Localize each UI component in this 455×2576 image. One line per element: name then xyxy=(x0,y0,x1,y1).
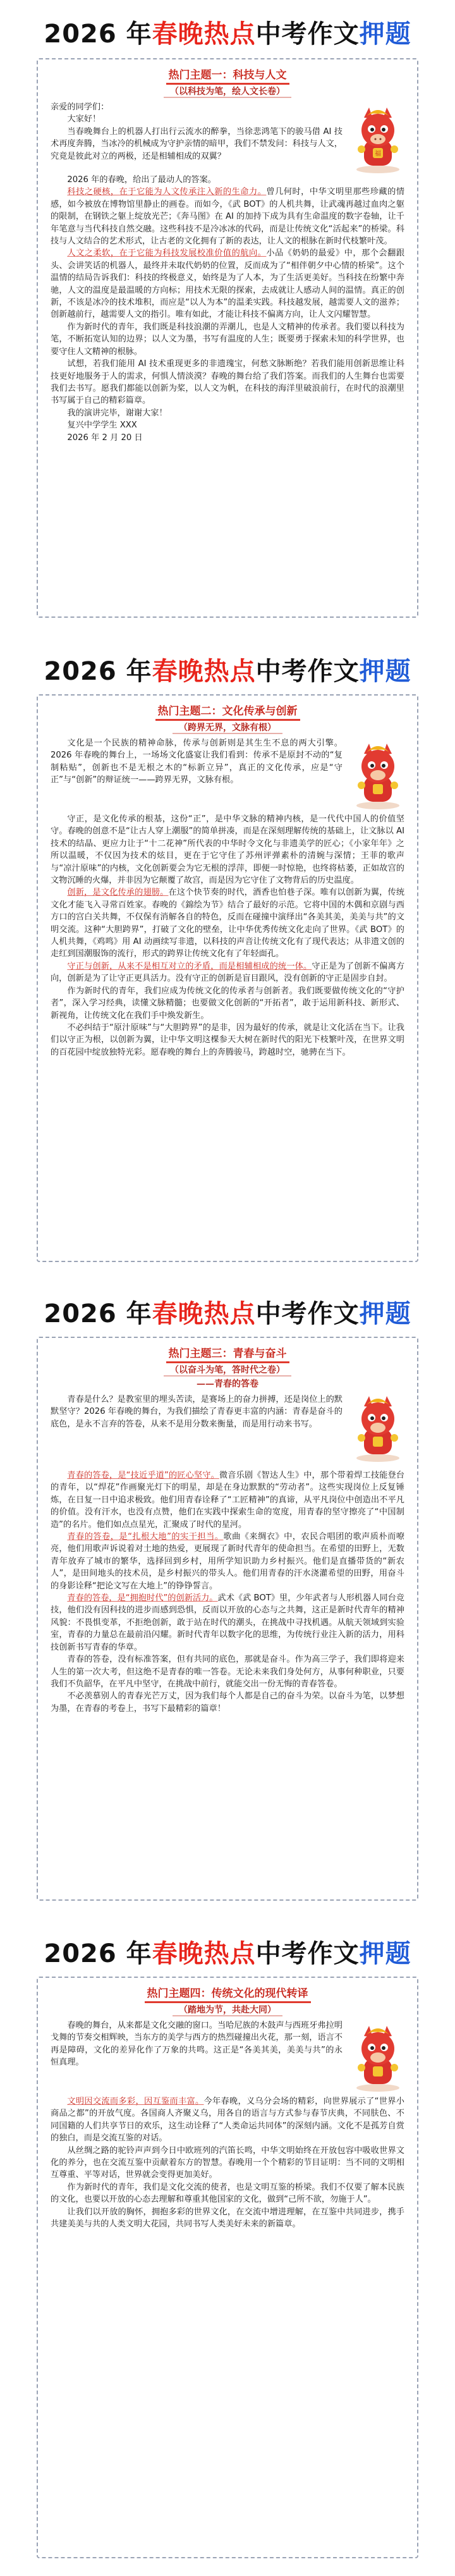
paragraph: 守正与创新，从来不是相互对立的矛盾，而是相辅相成的统一体。守正是为了创新不偏离方向，创新是为了让守正更具活力。没有守正的创新是盲目跟风，没有创新的守正是固步自封。 xyxy=(51,961,405,984)
date: 2026 年 2 月 20 日 xyxy=(67,432,143,443)
topic-heading: 热门主题三：青春与奋斗 xyxy=(51,1344,404,1363)
paragraph: 青春的答卷，是“拥抱时代”的创新活力。武术《武 BOT》里，少年武者与人形机器人同台竞技，他们没有因科技的进步而感到恐惧，反而以开放的心态与之共舞，这正是新时代青年的精神风貌：不畏惧变革，不拒绝创新，敢于站在时代的潮头，在挑战中寻找机遇。从航天领域到实验室，青春的力量总在最前沿闪耀。新时代青年以数字化的思维，为传统行业注入新的活力，用科技创新书写青春的华章。 xyxy=(51,1593,404,1652)
paragraph: 作为新时代的青年，我们应成为传统文化的传承者与创新者。我们既要做传统文化的“守护者”，深入学习经典，读懂文脉精髓；也要做文化创新的“开拓者”，敢于运用新科技、新形式、新视角，让传统文化在我们手中焕发新生。 xyxy=(51,986,404,1021)
paragraph: 青春的答卷，是“技近乎道”的匠心坚守。微音乐剧《智达人生》中，那个带着焊工技能登台的青年，以“焊花”作画聚光灯下的明星，却是在身边默默的“劳动者”。这些实现岗位上反复锤炼，在日复一日中追求极致。他们用青春诠释了“工匠精神”的真谛，从平凡岗位中创造出不平凡的价值。没有汗水，也没有点赞，他们在实践中探索生命的宽度，用青春的坚守擦亮了“中国制造”的名片。他们如点点星光，汇聚成了时代的星河。 xyxy=(51,1471,404,1530)
greeting: 亲爱的同学们： xyxy=(51,102,109,112)
highlight-sentence: 青春的答卷，是“技近乎道”的匠心坚守。 xyxy=(67,1471,219,1480)
paragraph: 守正，是文化传承的根基，这份“正”，是中华文脉的精神内核，是一代代中国人的价值坚守。春晚的创意不是“让古人穿上潮服”的简单拼凑，而是在深刻理解传统的基础上，让文脉以 AI 技术的结晶、更应力让于“十二花神”所代表的中华时令文化与非遗美学的匠心；《小家年年》之所以温暖，不仅因为技术的炫目，更在于它守住了苏州评弹素朴的清婉与深情；王菲的歌声与“凉汁原味”的内核，文化创新要会为它无根的浮萍，即便一时惊艳，也终将枯萎，正如故宫的文物沉睡的火爆，并非因为它颠覆了故宫，而是因为它守住了文物背后的历史温度。 xyxy=(51,814,404,886)
section-title: 2026 年春晚热点中考作文押题 xyxy=(44,657,411,686)
highlight-sentence: 文明因交流而多彩，因互鉴而丰富。 xyxy=(67,2097,204,2106)
section-2 xyxy=(0,639,455,1281)
topic-heading: 热门主题四：传统文化的现代转译 xyxy=(51,1984,404,2003)
highlight-sentence: 人文之柔软，在于它能为科技发展校准价值的航向。 xyxy=(67,248,267,259)
paragraph: 我的演讲完毕，谢谢大家！ xyxy=(67,408,167,418)
paragraph: 青春的答卷，没有标准答案，但有共同的底色，那就是奋斗。作为高三学子，我们即将迎来人生的第一次大考，但这绝不是青春的唯一答卷。无论未来我们身处何方，从事何种职业，只要我们不负韶华，在平凡中坚守，在挑战中前行，就能交出一份无悔的青春答卷。 xyxy=(51,1655,404,1689)
section-title: 2026 年春晚热点中考作文押题 xyxy=(44,1299,411,1328)
topic-card xyxy=(37,694,418,1262)
paragraph: 不必羡慕别人的青春光芒万丈，因为我们每个人都是自己的奋斗为荣。以奋斗为笔，以梦想为墨，在青春的考卷上，书写下最精彩的篇章！ xyxy=(51,1691,404,1714)
highlight-sentence: 青春的答卷，是“扎根大地”的实干担当。 xyxy=(67,1532,224,1542)
highlight-sentence: 青春的答卷，是“拥抱时代”的创新活力。 xyxy=(67,1593,218,1604)
highlight-sentence: 创新，是文化传承的翅膀。 xyxy=(67,888,169,898)
essay-body xyxy=(51,2020,343,2069)
title-exam: 中考作文 xyxy=(255,20,360,49)
title-predict: 押题 xyxy=(359,20,411,49)
essay-body xyxy=(51,101,343,163)
paragraph: 文明因交流而多彩，因互鉴而丰富。今年春晚，义乌分会场的精彩，向世界展示了“世界小商品之都”的开放气度。各国商人齐聚义乌，用各自的语言与方式参与春节庆典，不同肤色、不同国籍的人们共享节日的欢乐，这生动诠释了“人类命运共同体”的深刻内涵。文化不是孤芳自赏的独白，而是交流互鉴的对话。 xyxy=(51,2097,404,2144)
topic-subtitle: ——青春的答卷 xyxy=(197,1379,258,1389)
topic-tagline: （踏地为节，共赴大同） xyxy=(38,2003,417,2016)
topic-tagline: （以科技为笔，绘人文长卷） xyxy=(38,85,417,97)
paragraph: 从丝绸之路的驼铃声声到今日中欧班列的汽笛长鸣，中华文明始终在开放包容中吸收世界文化的养分，也在交流互鉴中贡献着东方的智慧。春晚用一个个精彩的节目证明：当不同的文明相互尊重、平等对话，世界就会变得更加美好。 xyxy=(51,2145,404,2180)
highlight-sentence: 守正与创新，从来不是相互对立的矛盾，而是相辅相成的统一体。 xyxy=(67,961,312,971)
svg-text:福: 福 xyxy=(375,150,381,157)
highlight-sentence: 科技之硬核，在于它能为人文传承注入新的生命力。 xyxy=(67,187,267,197)
essay-body-cont xyxy=(51,1469,404,1715)
topic-card xyxy=(37,1337,418,1901)
paragraph: 创新，是文化传承的翅膀。在这个快节奏的时代，酒香也怕巷子深。唯有以创新为翼，传统文化才能飞入寻常百姓家。春晚的《錦绘为节》结合了最好的示范。它将中国的木偶和京剧与西方口的宫白关共舞，不仅保有消解各自的特色，反而在碰撞中演绎出“各美其美，美美与共”的文明交流。这种“大胆跨界”，打破了文化的壁垒，让中华优秀传统文化走向了世界。《武 BOT》的人机共舞，《鸡鸣》用 AI 动画续写非遗，以科技的声音让传统文化有了现代表达；从非遗文创的走红到国潮服饰的流行，形式的跨界让传统文化有了年轻面孔。 xyxy=(51,888,405,959)
signature: 复兴中学学生 XXX xyxy=(67,420,137,431)
essay-body-cont xyxy=(51,2095,404,2230)
section-4 xyxy=(0,1921,455,2576)
section-title: 2026 年春晚热点中考作文押题 xyxy=(44,1939,411,1968)
horse-mascot-icon xyxy=(348,1392,408,1463)
topic-heading: 热门主题一：科技与人文 xyxy=(51,66,404,85)
section-1 xyxy=(0,0,455,639)
topic-tagline: （以奋斗为笔，答时代之卷） xyxy=(38,1363,417,1376)
topic-card xyxy=(37,1977,418,2558)
paragraph: 大家好！ xyxy=(67,114,101,125)
paragraph: 试想，若我们能用 AI 技术重现更多的非遗瑰宝，何愁文脉断绝？若我们能用创新思维让科技更好地服务于人的需求，何惧人情淡漠？春晚的舞台给了我们答案。而我们的人生舞台也需要我们去书写。愿我们都能以创新为桨，以人文为帆，在科技的海洋里破浪前行，在时代的浪潮里书写属于自己的精彩篇章。 xyxy=(51,359,404,406)
horse-mascot-icon xyxy=(348,740,408,811)
paragraph: 不必纠结于“原汁原味”与“大胆跨界”的是非，因为最好的传承，就是让文化活在当下。让我们以守正为根，以创新为翼，让中华文明这棵参天大树在新时代的阳光下枝繁叶茂，在世界文明的百花园中绽放独特光彩。愿春晚的舞台上的奔腾骏马，跨越时空，驰骋在当下。 xyxy=(51,1022,404,1057)
section-title xyxy=(0,14,455,50)
section-3 xyxy=(0,1281,455,1921)
horse-mascot-icon xyxy=(348,104,408,175)
paragraph: 春晚的舞台，从来都是文化交融的窗口。当哈尼族的木鼓声与西班牙弗拉明戈舞的节奏交相辉映，当东方的美学与西方的热烈碰撞出火花，那一刻，语言不再是障碍，文化的差异化作了万象的共鸣。这正是“各美其美，美美与共”的永恒真理。 xyxy=(51,2021,343,2068)
essay-body-cont xyxy=(51,813,404,1058)
topic-tagline: （跨界无界，文脉有根） xyxy=(38,721,417,733)
essay-body xyxy=(51,1394,343,1430)
essay-body-cont xyxy=(51,174,404,444)
essay-body xyxy=(51,737,343,787)
paragraph: 文化是一个民族的精神命脉，传承与创新则是其生生不息的两大引擎。2026 年春晚的舞台上，一场场文化盛宴让我们看到：传承不是原封不动的“复制粘贴”，创新也不是无根之木的“标新立异”，真正的文化传承，应是“守正”与“创新”的辩证统一——跨界无界，文脉有根。 xyxy=(51,739,343,785)
topic-heading: 热门主题二：文化传承与创新 xyxy=(51,702,404,721)
paragraph: 人文之柔软，在于它能为科技发展校准价值的航向。小品《奶奶的最爱》中，那个会翻跟头、会讲笑话的机器人，最终并未取代奶奶的位置，反而成为了“相伴朝夕中心情的桥梁”。这个温情的结局告诉我们：科技的终极意义，始终是为了人本，为了生活更美好。当科技在纷繁中奔驰，人文的温度是最温暖的方向标；用技术无限的探索，去成就让人感动人间的温情。真正的创新，不该是冰冷的技术堆积，而应是“以人为本”的温柔实践。科技越发展，越需要人文的滋养；创新越前行，越需要人文的指引。唯有如此，才能让科技不偏离方向，让人文闪耀智慧。 xyxy=(51,248,405,320)
title-year: 2026 年 xyxy=(44,20,152,49)
paragraph: 作为新时代的青年，我们既是科技浪潮的弄潮儿，也是人文精神的传承者。我们要以科技为笔，不断拓宽认知的边界；以人文为墨，书写有温度的人生；既要勇于探索未知的科学世界，也要守住人文精神的根脉。 xyxy=(51,322,404,357)
paragraph: 青春的答卷，是“扎根大地”的实干担当。歌曲《来绸衣》中，农民合唱团的歌声质朴而嘹亮，他们用歌声诉说着对土地的热爱，更展现了新时代青年的使命担当。在希望的田野上，无数青年放弃了城市的繁华，选择回到乡村，用所学知识助力乡村振兴。他们是直播带货的“新农人”，是田间地头的技术员，是乡村振兴的带头人。他们用青春的汗水浇灌希望的田野，用奋斗的身影诠释“把论文写在大地上”的铮铮誓言。 xyxy=(51,1532,404,1591)
topic-card xyxy=(37,58,418,618)
horse-mascot-icon xyxy=(348,2022,408,2093)
paragraph: 当春晚舞台上的机器人打出行云流水的醉拳，当徐悲鸿笔下的骏马借 AI 技术再度奔腾，当冰冷的机械成为守护亲情的暗甲，我们不禁发问：科技与人文，究竟是彼此对立的两极，还是相辅相成的双翼？ xyxy=(51,126,343,161)
paragraph: 让我们以开放的胸怀，拥抱多彩的世界文化，在交流中增进理解，在互鉴中共同进步，携手共建美美与共的人类文明大花园，共同书写人类美好未来的新篇章。 xyxy=(51,2207,404,2229)
paragraph: 作为新时代的青年，我们是文化交流的使者，也是文明互鉴的桥梁。我们不仅要了解本民族的文化，也要以开放的心态去理解和尊重其他国家的文化，做到“己所不欲，勿施于人”。 xyxy=(51,2182,404,2205)
paragraph: 科技之硬核，在于它能为人文传承注入新的生命力。曾几何时，中华文明里那些珍藏的情感，如今被放在博物馆里静止的画卷。而如今，《武 BOT》的人机共舞，让武魂再越过血肉之躯的限制，在钢铁之躯上绽放光芒；《奔马图》在 AI 的加持下成为具有生命温度的数字卷轴，让千年笔意与当代科技自然交融。这些科技不是冷冰冰的代码，而是让传统文化“活起来”的桥梁。科技与人文结合的艺术形式，让古老的文化拥有了新的表达，让人文的根脉在新时代枝繁叶茂。 xyxy=(51,187,405,247)
title-hot: 春晚热点 xyxy=(152,20,256,49)
paragraph: 青春是什么？是教室里的埋头苦读，是赛场上的奋力拼搏，还是岗位上的默默坚守？2026 年春晚的舞台，为我们描绘了青春更丰富的内涵：青春是奋斗的底色，是永不言弃的答卷，从来不是用分数来衡量，而是用行动来书写。 xyxy=(51,1395,343,1429)
paragraph: 2026 年的春晚，给出了最动人的答案。 xyxy=(67,175,216,185)
